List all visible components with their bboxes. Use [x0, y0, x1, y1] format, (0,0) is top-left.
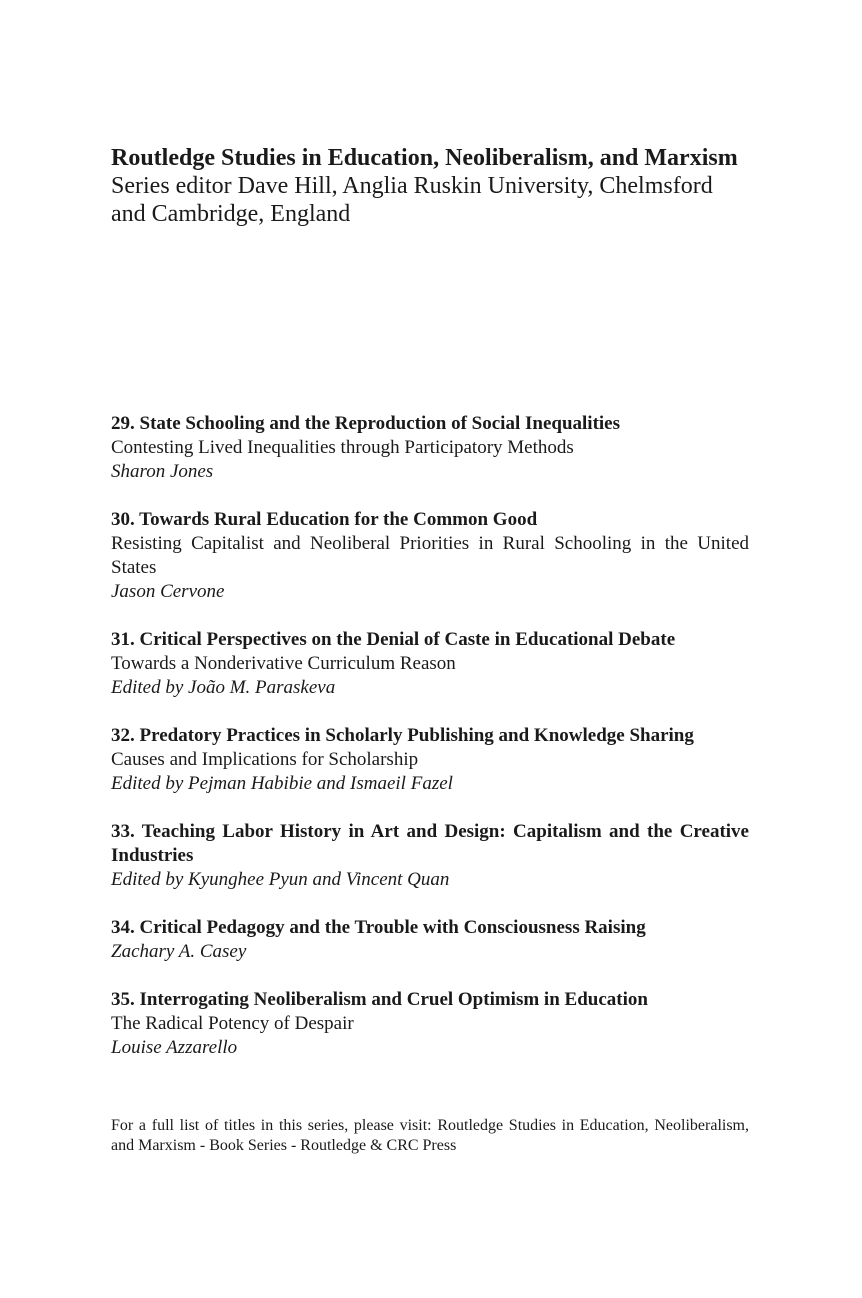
- book-author: Sharon Jones: [111, 461, 214, 482]
- series-editor: Series editor Dave Hill, Anglia Ruskin University, Chelmsford and Cambridge, England: [111, 173, 713, 227]
- series-header: [111, 144, 749, 228]
- book-entry: [111, 988, 749, 1060]
- book-entry: [111, 628, 749, 700]
- book-title: 35. Interrogating Neoliberalism and Cruel Optimism in Education: [111, 989, 648, 1010]
- book-subtitle: Resisting Capitalist and Neoliberal Priorities in Rural Schooling in the United States: [111, 533, 749, 578]
- book-title: 34. Critical Pedagogy and the Trouble with Consciousness Raising: [111, 917, 646, 938]
- book-subtitle: The Radical Potency of Despair: [111, 1013, 354, 1034]
- book-entry: [111, 820, 749, 892]
- book-subtitle: Towards a Nonderivative Curriculum Reason: [111, 653, 456, 674]
- book-entry: [111, 412, 749, 484]
- book-author: Edited by Kyunghee Pyun and Vincent Quan: [111, 869, 450, 890]
- document-page: [111, 0, 749, 1298]
- book-title: 33. Teaching Labor History in Art and Design: Capitalism and the Creative Industries: [111, 821, 749, 866]
- book-title: 32. Predatory Practices in Scholarly Publishing and Knowledge Sharing: [111, 725, 694, 746]
- book-entry: [111, 724, 749, 796]
- book-list: [111, 412, 749, 1084]
- book-author: Zachary A. Casey: [111, 941, 247, 962]
- book-subtitle: Causes and Implications for Scholarship: [111, 749, 419, 770]
- book-subtitle: Contesting Lived Inequalities through Participatory Methods: [111, 437, 574, 458]
- book-author: Edited by Pejman Habibie and Ismaeil Fazel: [111, 773, 453, 794]
- book-title: 31. Critical Perspectives on the Denial of Caste in Educational Debate: [111, 629, 676, 650]
- book-entry: [111, 916, 749, 964]
- book-title: 29. State Schooling and the Reproduction of Social Inequalities: [111, 413, 621, 434]
- book-author: Louise Azzarello: [111, 1037, 238, 1058]
- series-title: Routledge Studies in Education, Neoliberalism, and Marxism: [111, 145, 738, 171]
- book-author: Jason Cervone: [111, 581, 225, 602]
- footer-note: For a full list of titles in this series, please visit: Routledge Studies in Education, Neoliberalism, and Marxism - Book Series - Routledge & CRC Press: [111, 1117, 749, 1154]
- book-entry: [111, 508, 749, 604]
- book-title: 30. Towards Rural Education for the Common Good: [111, 509, 538, 530]
- book-author: Edited by João M. Paraskeva: [111, 677, 336, 698]
